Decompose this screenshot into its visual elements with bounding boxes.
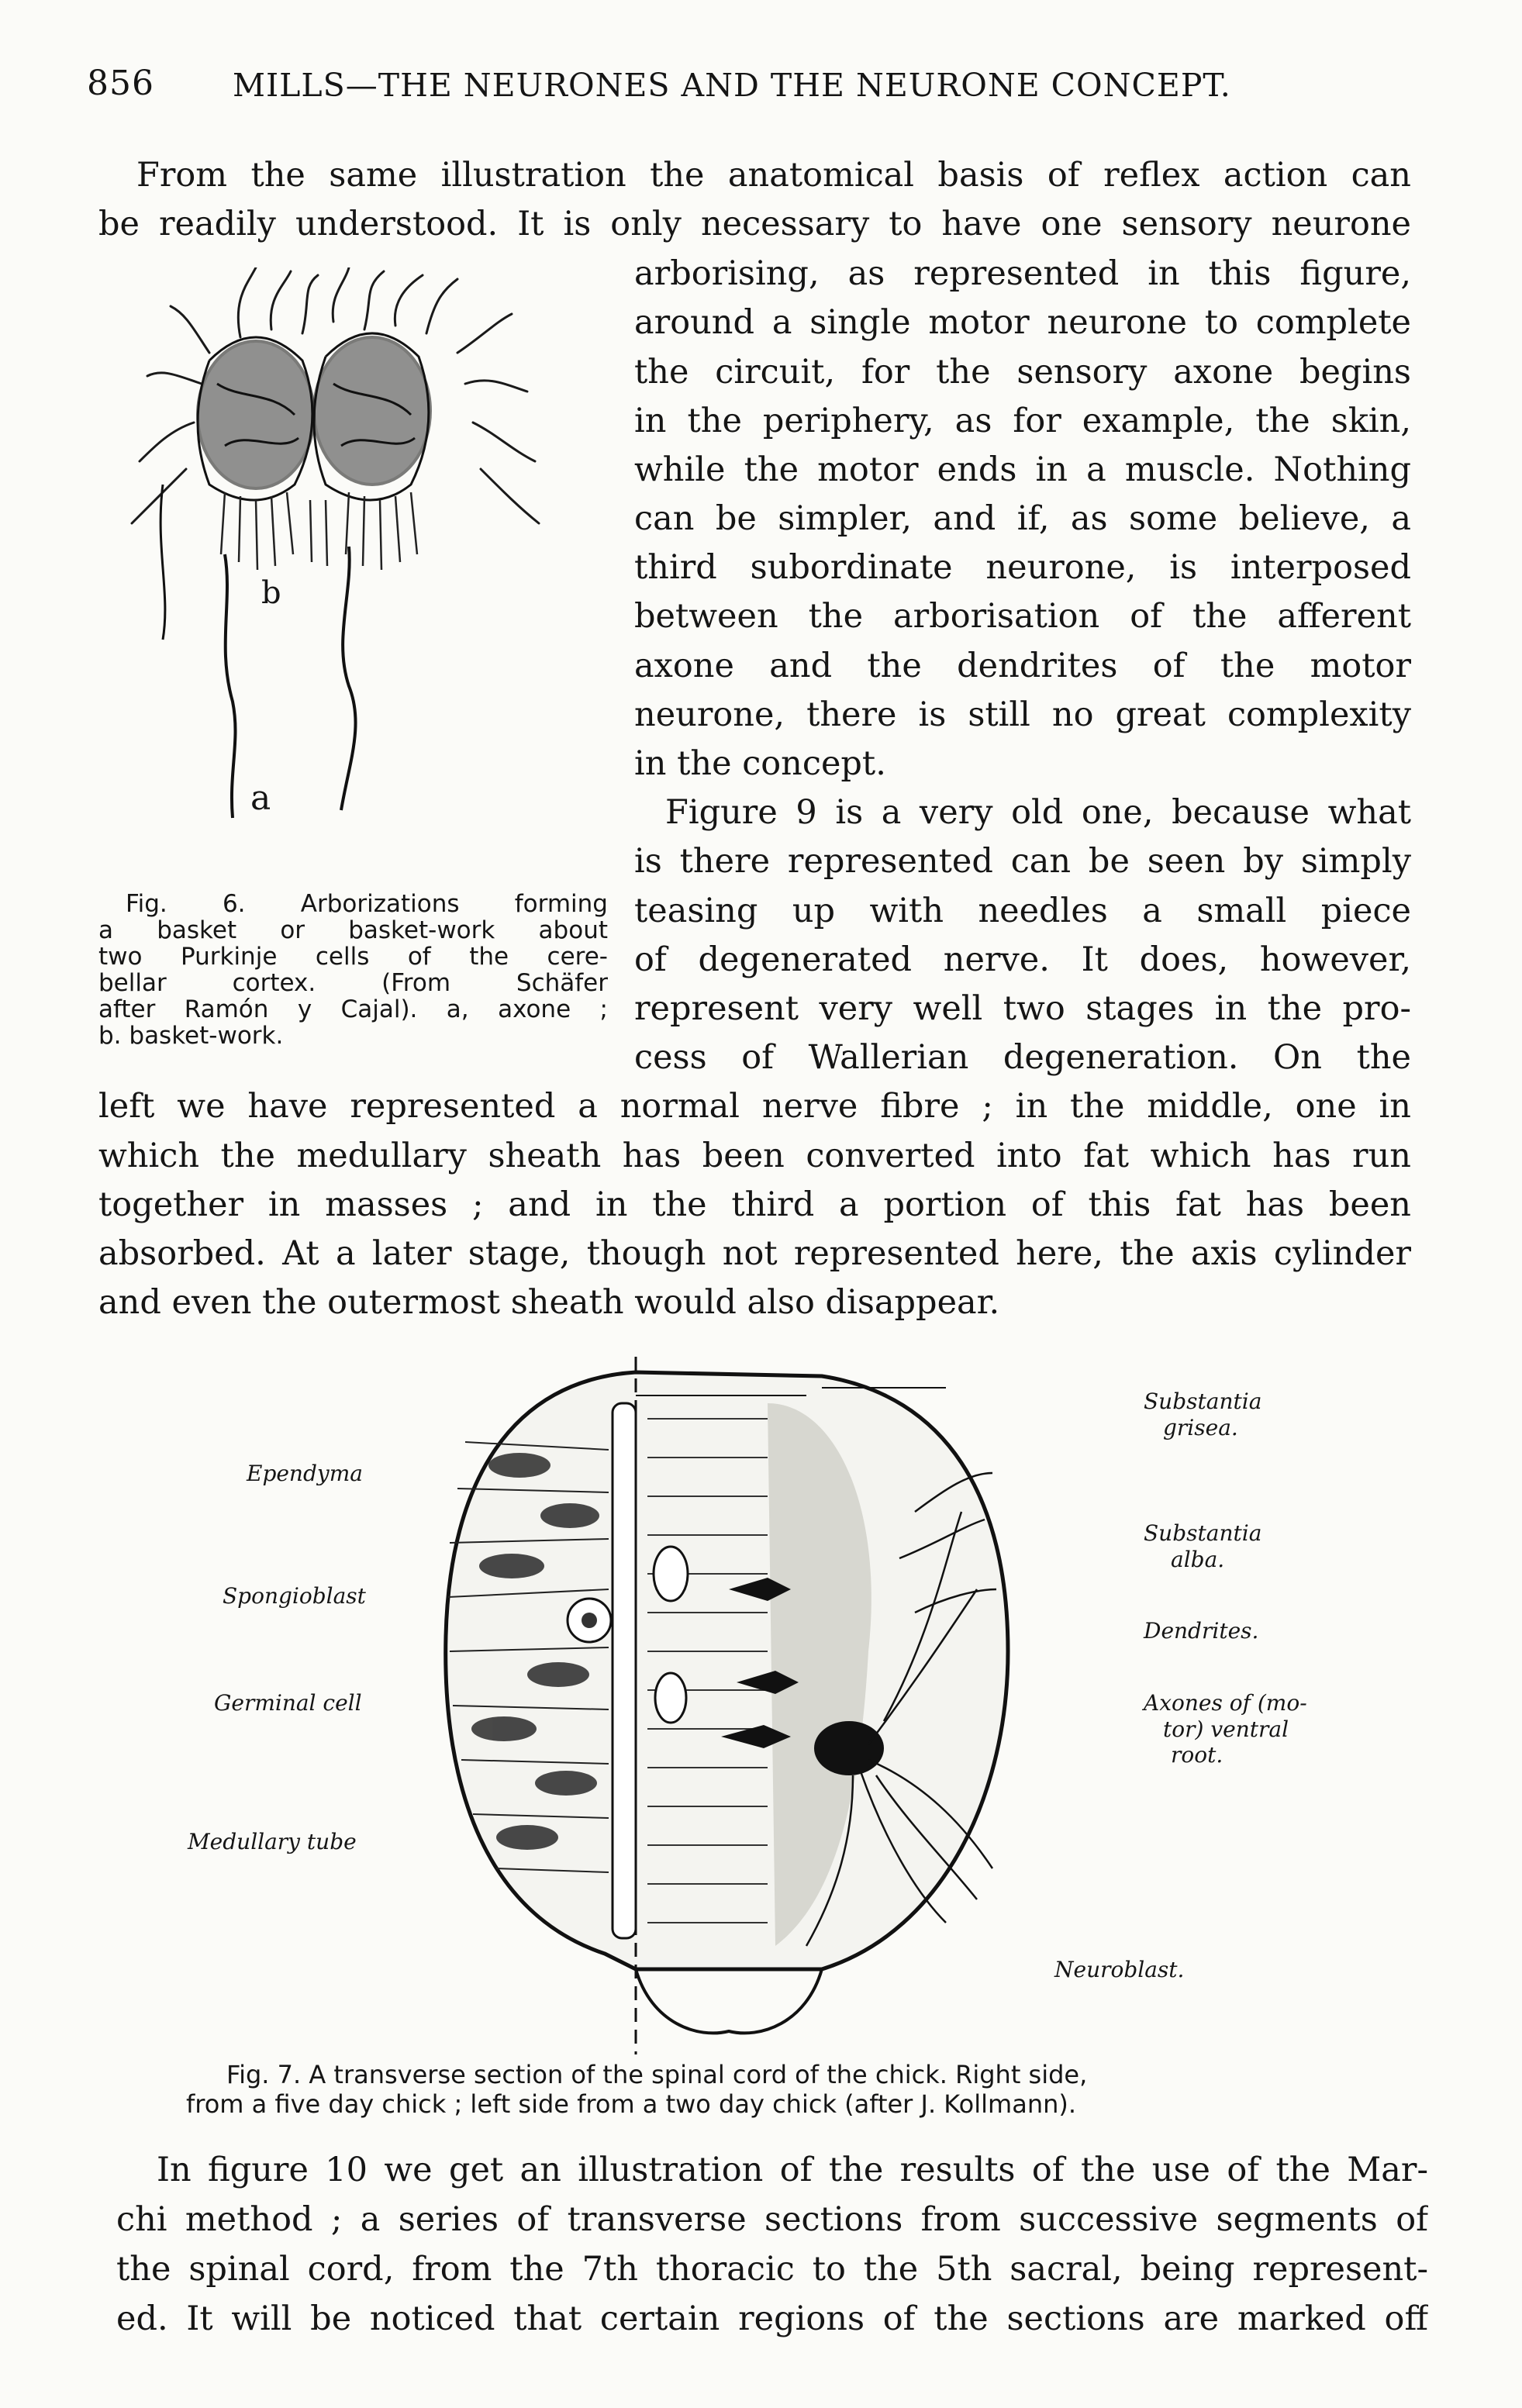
figure-6-caption-line: bellar cortex. (From Schäfer [98,971,608,997]
body-line: axone and the dendrites of the motor [634,650,1411,685]
figure-6-caption-line: b. basket-work. [98,1024,284,1050]
page-number: 856 [87,64,154,103]
label-substantia-alba-1: Substantia [1144,1520,1262,1546]
running-title: MILLS—THE NEURONES AND THE NEURONE CONCEPT. [233,67,1231,104]
body-line: arborising, as represented in this figure, [634,257,1411,293]
body-line: teasing up with needles a small piece [634,895,1411,930]
figure-6-caption-line: after Ramón y Cajal). a, axone ; [98,998,608,1023]
body-line: in the concept. [634,747,886,783]
label-axones-line-2: tor) ventral [1163,1716,1289,1742]
body-line: of degenerated nerve. It does, however, [634,944,1411,979]
label-neuroblast: Neuroblast. [1054,1957,1185,1982]
body-line: neurone, there is still no great complexity [634,699,1411,734]
body-line: From the same illustration the anatomical basis of reflex action can [136,159,1411,195]
body-line: in the periphery, as for example, the skin, [634,405,1411,440]
label-substantia-alba-2: alba. [1171,1547,1225,1572]
body-line: ed. It will be noticed that certain regions of the sections are marked off [116,2303,1428,2338]
figure-6-caption-line: a basket or basket-work about [98,919,608,944]
body-line: be readily understood. It is only necessary to have one sensory neurone [98,208,1411,243]
label-axones-line-1: Axones of (mo- [1144,1690,1307,1716]
body-line: can be simpler, and if, as some believe, a [634,502,1411,538]
figure-6-caption-line: Fig. 6. Arborizations forming [126,892,608,918]
label-dendrites: Dendrites. [1144,1618,1259,1644]
label-substantia-grisea-2: grisea. [1163,1415,1238,1440]
body-line: is there represented can be seen by simply [634,845,1411,881]
figure-6-caption-line: two Purkinje cells of the cere- [98,945,608,971]
figure-6-label-b: b [261,575,281,611]
label-substantia-grisea-1: Substantia [1144,1389,1262,1414]
body-line: left we have represented a normal nerve fibre ; in the middle, one in [98,1090,1411,1126]
body-line: while the motor ends in a muscle. Nothing [634,454,1411,489]
figure-7-caption-line: Fig. 7. A transverse section of the spinal cord of the chick. Right side, [226,2060,1088,2089]
label-medullary-tube: Medullary tube [188,1829,357,1854]
body-line: absorbed. At a later stage, though not represented here, the axis cylinder [98,1237,1411,1273]
figure-7-caption-line: from a five day chick ; left side from a two day chick (after J. Kollmann). [186,2089,1077,2119]
label-spongioblast: Spongioblast [223,1583,366,1609]
body-line: cess of Wallerian degeneration. On the [634,1041,1411,1077]
body-line: and even the outermost sheath would also disappear. [98,1286,1000,1322]
body-line: the circuit, for the sensory axone begins [634,356,1411,392]
figure-7-illustration [403,1357,1116,2054]
body-line: chi method ; a series of transverse sections from successive segments of [116,2203,1428,2239]
body-line: third subordinate neurone, is interposed [634,551,1411,587]
body-line: Figure 9 is a very old one, because what [665,796,1411,832]
body-line: between the arborisation of the afferent [634,600,1411,636]
label-axones-line-3: root. [1171,1742,1223,1768]
figure-6-label-a: a [250,778,271,818]
running-header [87,64,1451,110]
body-line: the spinal cord, from the 7th thoracic to the 5th sacral, being represent- [116,2253,1428,2289]
body-line: represent very well two stages in the pro- [634,992,1411,1028]
body-line: which the medullary sheath has been converted into fat which has run [98,1140,1411,1175]
body-line: together in masses ; and in the third a portion of this fat has been [98,1188,1411,1224]
figure-6-illustration [116,267,582,864]
label-ependyma: Ependyma [247,1461,363,1486]
body-line: around a single motor neurone to complete [634,306,1411,342]
body-line: In figure 10 we get an illustration of the results of the use of the Mar- [157,2154,1428,2189]
label-germinal-cell: Germinal cell [214,1690,362,1716]
